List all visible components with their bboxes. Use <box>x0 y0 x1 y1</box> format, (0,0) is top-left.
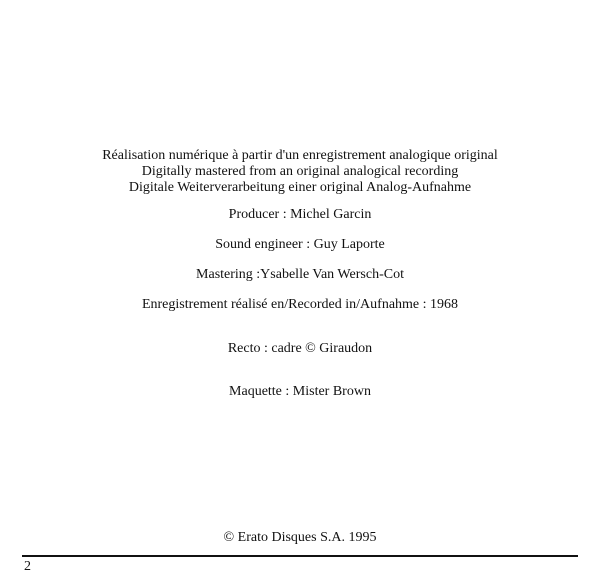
intro-line-french: Réalisation numérique à partir d'un enregistrement analogique original <box>102 148 498 163</box>
mastering-credit: Mastering :Ysabelle Van Wersch-Cot <box>196 267 404 282</box>
layout-credit: Maquette : Mister Brown <box>229 384 371 399</box>
footer-divider <box>22 555 578 557</box>
page-number: 2 <box>24 559 31 574</box>
sound-engineer-credit: Sound engineer : Guy Laporte <box>215 237 385 252</box>
recording-year-credit: Enregistrement réalisé en/Recorded in/Aufnahme : 1968 <box>141 297 459 312</box>
producer-credit: Producer : Michel Garcin <box>228 207 372 222</box>
copyright-notice: © Erato Disques S.A. 1995 <box>223 530 377 545</box>
cover-credit: Recto : cadre © Giraudon <box>227 341 373 356</box>
intro-line-english: Digitally mastered from an original analogical recording <box>141 164 459 179</box>
intro-line-german: Digitale Weiterverarbeitung einer original Analog-Aufnahme <box>128 180 472 195</box>
